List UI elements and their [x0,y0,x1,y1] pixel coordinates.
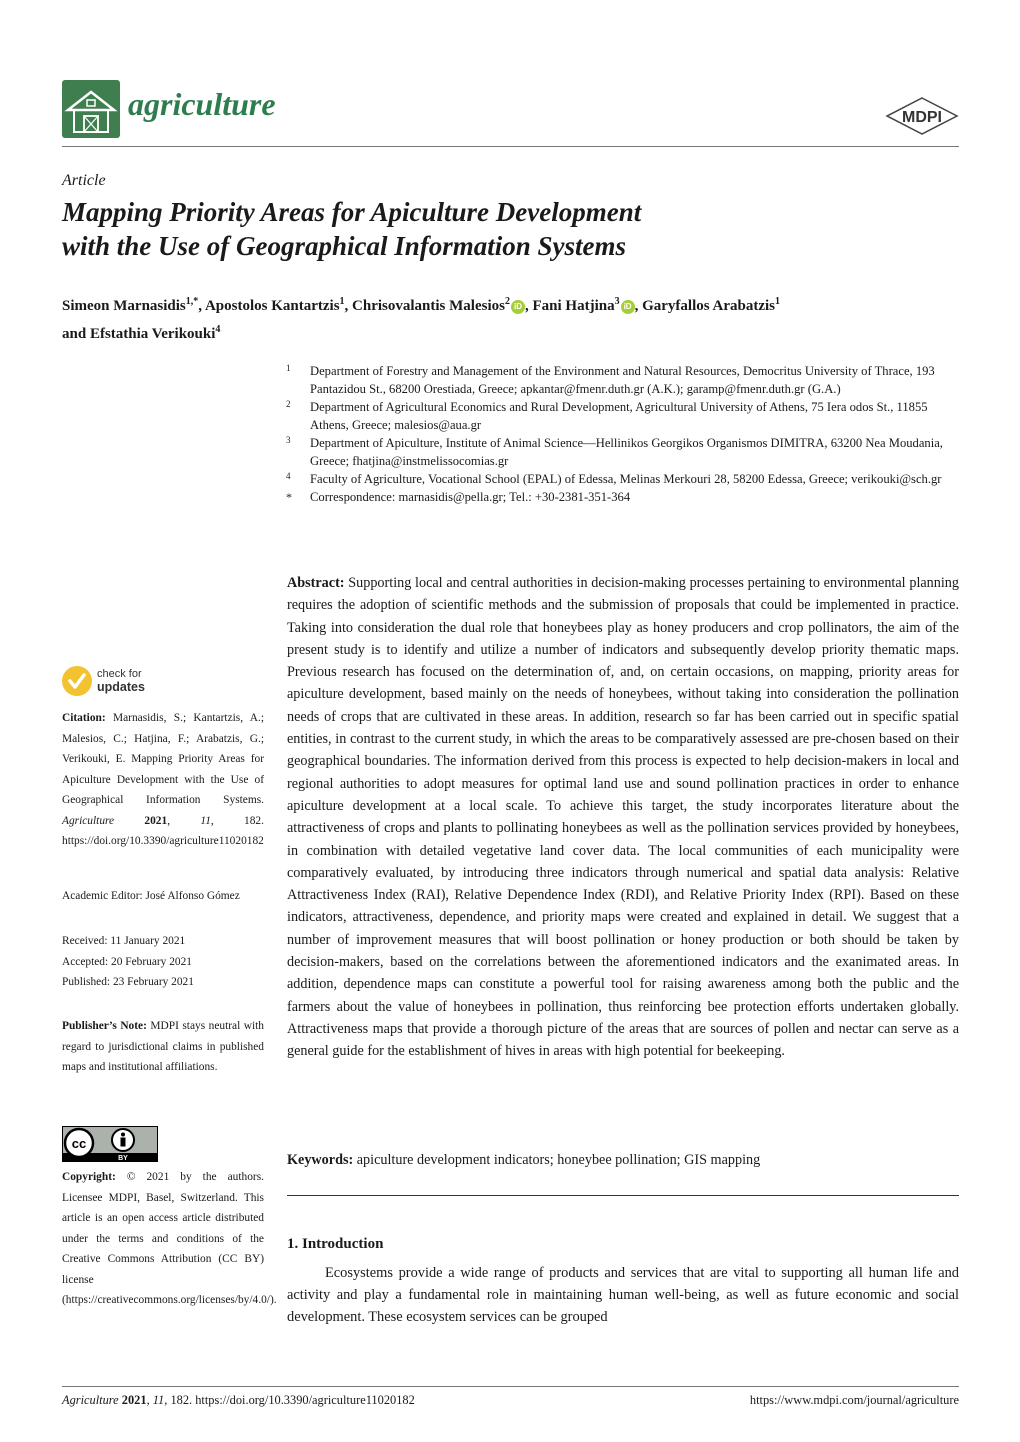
academic-editor: Academic Editor: José Alfonso Gómez [62,890,240,902]
copyright-block [62,1167,277,1311]
article-title [62,195,962,263]
citation-doi[interactable]: , 182. https://doi.org/10.3390/agriculture11020182 [62,814,264,847]
affiliation-number: 2 [286,399,291,409]
citation-text: Marnasidis, S.; Kantartzis, A.; Malesios, C.; Hatjina, F.; Arabatzis, G.; Verikouki, E. Mapping Priority Areas for Apiculture Development with the Use of Geographical Information Systems. [62,712,264,806]
citation-year: 2021 [144,814,168,827]
affiliation-text: Department of Agricultural Economics and Rural Development, Agricultural University of Athens, 75 Iera odos St., 11855 Athens, Greece; malesios@aua.gr [310,400,928,432]
footer-journal: Agriculture [62,1393,119,1407]
journal-url-link[interactable]: https://www.mdpi.com/journal/agriculture [749,1393,959,1407]
cc-by-license-icon[interactable] [62,1126,158,1162]
abstract-label: Abstract: [287,575,345,591]
abstract-text: Supporting local and central authorities in decision-making processes pertaining to environmental planning requires the adoption of scientific methods and the submission of proposals that could be implemented in practice. Taking into consideration the dual role that honeybees play as honey producers and crop pollinators, the aim of the present study is to identify and utilize a number of indicators and subsequently develop priority thematic maps. Previous research has focused on the determination of, and, on certain occasions, on mapping, priority areas for apiculture development, based mainly on the needs of honeybees, without taking into consideration the pollination needs of crops that are cultivated in these areas. In addition, research so far has been carried out in specific spatial entities, in contrast to the current study, in which the areas to be comparatively assessed are pre-chosen based on their geographical boundaries. The information derived from this process is expected to help decision-makers in local and regional authorities to adopt measures for optimal land use and sound pollination practices in order to enhance apiculture development at a local scale. To achieve this target, the study incorporates literature about the attractiveness of crops and plants to pollinating honeybees as well as the pollination services provided by honeybees, in combination with detailed vegetative land cover data. The local communities of each municipality were comparatively evaluated, by introducing three indicators through numerical and spatial data analysis: Relative Attractiveness Index (RAI), Relative Dependence Index (RDI), and Relative Priority Index (RPI). Based on these indicators, attractiveness, dependence, and priority maps were created and explained in detail. We suggest that a number of improvement measures that will boost pollination or honey production or both should be taken by decision-makers, based on the correlations between the aforementioned indicators and the exanimated areas. In addition, dependence maps can constitute a powerful tool for raising awareness among both the public and the farmers about the value of honeybees in pollination, thus reinforcing bee protection efforts undertaken globally. Attractiveness maps that provide a thorough picture of the areas that are sources of pollen and nectar can serve as a general guide for the establishment of hives in areas with high potential for beekeeping. [287,575,959,1060]
footer-volume: 11 [152,1393,165,1407]
affiliation-text: Department of Apiculture, Institute of Animal Science—Hellinikos Georgikos Organismos DIMITRA, 63200 Nea Moudania, Greece; fhatjina@instmelissocomias.gr [310,436,943,468]
author-affiliation-sup: 1,* [185,296,199,307]
affiliation-text: Faculty of Agriculture, Vocational School (EPAL) of Edessa, Melinas Merkouri 28, 58200 Edessa, Greece; verikouki@sch.gr [310,472,942,486]
author-name: Garyfallos Arabatzis [642,298,775,314]
correspondence-text: Correspondence: marnasidis@pella.gr; Tel.: +30-2381-351-364 [310,490,631,504]
check-for-updates-button[interactable] [62,666,172,702]
affiliation-text: Department of Forestry and Management of the Environment and Natural Resources, Democritus University of Thrace, 193 Pantazidou St., 68200 Orestiada, Greece; apkantar@fmenr.duth.gr (A.K.); garamp@fmenr.duth.gr (G.A.) [310,364,935,396]
author-name: Efstathia Verikouki [89,326,216,342]
copyright-label: Copyright: [62,1171,116,1183]
section-heading: 1. Introduction [287,1236,384,1252]
affiliation-number: 4 [286,471,291,481]
affiliation-item [286,434,966,470]
cc-by-text: BY [118,1155,128,1162]
author-affiliation-sup: 3 [614,296,620,307]
mdpi-logo-text: MDPI [902,109,942,126]
affiliation-item [286,362,966,398]
keywords-label: Keywords: [287,1152,354,1168]
footer-doi-link[interactable]: , 182. https://doi.org/10.3390/agriculture11020182 [164,1393,415,1407]
journal-logo [62,80,120,138]
affiliation-number: 3 [286,435,291,445]
author-affiliation-sup: 4 [215,324,221,335]
author-name: Fani Hatjina [532,298,615,314]
keywords-text: apiculture development indicators; honeybee pollination; GIS mapping [356,1152,761,1168]
citation-journal: Agriculture [62,814,115,827]
copyright-text: © 2021 by the authors. Licensee MDPI, Basel, Switzerland. This article is an open access article distributed under the terms and conditions of the Creative Commons Attribution (CC BY) license (https://creativecommons.org/licenses/by/4.0/). [62,1171,277,1306]
affiliations [286,362,966,506]
journal-name: agriculture [128,86,276,122]
publication-dates [62,931,272,993]
citation-volume: 11 [200,814,211,827]
author-affiliation-sup: 1 [339,296,345,307]
check-updates-line2: updates [97,680,145,694]
affiliation-item [286,470,966,488]
affiliation-item [286,398,966,434]
article-type: Article [62,172,106,189]
author-affiliation-sup: 1 [774,296,780,307]
publisher-note [62,1016,264,1078]
received-date: Received: 11 January 2021 [62,935,186,947]
check-updates-icon [62,666,92,696]
publisher-note-text: MDPI stays neutral with regard to jurisdictional claims in published maps and institutional affiliations. [62,1020,265,1073]
author-name: Apostolos Kantartzis [204,298,340,314]
correspondence-item [286,488,966,506]
orcid-icon[interactable]: iD [511,300,525,314]
accepted-date: Accepted: 20 February 2021 [62,955,193,968]
title-line-2: with the Use of Geographical Information Systems [62,231,627,261]
citation-label: Citation: [62,712,106,724]
mdpi-logo [885,97,959,135]
keywords [287,1149,959,1171]
intro-paragraph: Ecosystems provide a wide range of products and services that are vital to supporting all human life and activity and play a fundamental role in maintaining human well-being, as well as future economic and social development. These ecosystem services can be grouped [287,1265,959,1325]
section-divider [287,1195,959,1196]
citation-block: Citation: Marnasidis, S.; Kantartzis, A.; Malesios, C.; Hatjina, F.; Arabatzis, G.; Verikouki, E. Mapping Priority Areas for Apiculture Development with the Use of Geographical Information Systems. Agriculture 2021, 11, 182. https://doi.org/10.3390/agriculture11020182 [62,712,264,847]
author-affiliation-sup: 2 [504,296,510,307]
publisher-note-label: Publisher’s Note: [62,1020,147,1032]
check-updates-label [97,668,145,695]
published-date: Published: 23 February 2021 [62,976,194,988]
author-list: Simeon Marnasidis$^{1,*}$, Apostolos Kantartzis$^1$, Chrisovalantis Malesios$^2$ iD , Fani Hatjina$^3$ iD , Garyfallos Arabatzis$^1$ and Efstathia Verikouki$^4$ [62,296,780,342]
correspondence-marker: * [286,490,292,504]
svg-text:cc: cc [71,1136,87,1151]
abstract [287,572,959,1063]
author-name: Simeon Marnasidis [62,298,186,314]
title-line-1: Mapping Priority Areas for Apiculture Development [62,197,642,227]
orcid-icon[interactable]: iD [621,300,635,314]
footer-rule [62,1386,959,1387]
check-updates-line1: check for [97,668,142,680]
header-rule [62,146,959,147]
author-name: Chrisovalantis Malesios [352,298,505,314]
footer-year: 2021 [121,1393,147,1407]
affiliation-number: 1 [286,363,291,373]
footer-citation: Agriculture 2021, 11, 182. https://doi.org/10.3390/agriculture11020182 [62,1393,415,1407]
